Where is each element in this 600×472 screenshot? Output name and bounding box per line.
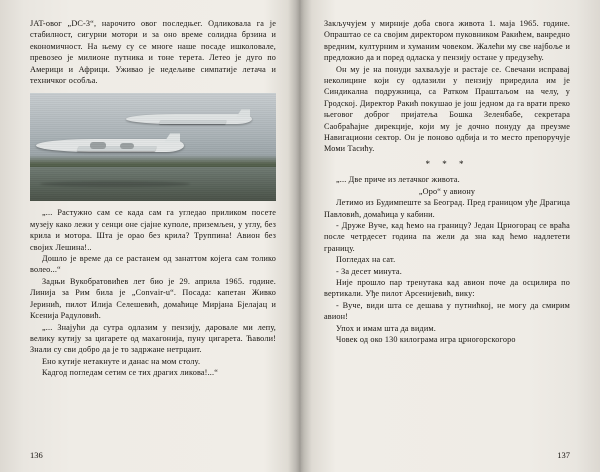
story-title: „Оро“ у авиону bbox=[418, 186, 476, 196]
aircraft-engine bbox=[90, 142, 106, 149]
paragraph: Погледах на сат. bbox=[336, 255, 396, 265]
paragraph: Кадгод погледам сетим се тих драгих ликова!...“ bbox=[42, 368, 219, 378]
section-divider: * * * bbox=[425, 158, 469, 169]
aircraft-tailfin bbox=[236, 109, 250, 117]
paragraph: Није прошло пар тренутака кад авион поче да осцилира по вертикали. Уђе пилот Арсенијевић, вику: bbox=[324, 277, 570, 299]
paragraph: Закључујем у мирније доба свога живота 1. маја 1965. године. Опраштао се са својим директором пуковником Ракићем, ванредно вредним, културним и хуманим човеком. Жалећи му све најбоље и предложио да и поред одласка у пензију остане у предузећу. bbox=[324, 19, 570, 63]
aircraft-tailfin bbox=[164, 133, 180, 142]
paragraph: „... Знајући да сутра одлазим у пензију, даровале ми лепу, велику кутију за цигарете од махагонија, пуну цигарета. Ћаволи! Знали су сви добро да је то задржане нетрцаит. bbox=[30, 322, 276, 355]
paragraph: JAT-овог „DC-3“, нарочито овог последњег. Одликовала га је стабилност, сигурни мотори и за оно време солидна брзина и економичност. На њему су се многе наше посаде ишколовале, превозео је милионе путника и тоне терета. Летео је дуго по Америци и Африци. Уживао је недељиве симпатије летача и техничког особља. bbox=[30, 19, 276, 86]
paragraph: „... Растужно сам се када сам га угледао приликом посете музеју како лежи у сенци оне сјајне куполе, приземљен, у углу, без крила и мотора. Шта је орао без крила? Труппина! Авион без својих Лешина!.. bbox=[30, 208, 276, 252]
paragraph: Дошло је време да се растанем од занаттом којега сам толико волео...“ bbox=[30, 254, 276, 275]
aircraft-wing bbox=[77, 146, 157, 151]
paragraph: Летимо из Будимпеште за Београд. Пред границом уђе Драгица Павловић, домаћица у кабини. bbox=[324, 198, 570, 219]
paragraph: - За десет минута. bbox=[336, 266, 402, 276]
page-number-left: 136 bbox=[30, 450, 43, 460]
left-page-text-column bbox=[30, 18, 276, 379]
right-page-text-column bbox=[324, 18, 570, 345]
paragraph: Он му је на понуди захваљује и растаје се. Свечани исправај неколицине који су одлазили у пензију приредила им је Синдикална подружница, са Ратком Праштаљом на челу, у Гродској. Директор Ракић покушао је још једном да га врати преко његовог доброг пријатеља Бошка Зеленбабе, секретара Саобраћајне дирекције, који му је дочно понуду да преузме Навигациони сектор. Он је поново одбија и то место препоручује Моми Тасићу. bbox=[324, 64, 570, 154]
paragraph: Човек од око 130 килограма игра црногорскогоро bbox=[336, 334, 516, 344]
paragraph: Ено кутије нетакнуте и данас на мом столу. bbox=[42, 356, 201, 366]
aircraft-wing bbox=[159, 120, 226, 124]
foreground-aircraft-icon bbox=[36, 133, 184, 153]
paragraph: Задњи Вукобратовићев лет био је 29. априла 1965. године. Линија за Рим била је „Convair-u“. Посада: капетан Живко Јеринић, пилот Илија Селешевић, домаћице Мирјана Бјелајац и Ксенија Радуловић. bbox=[30, 276, 276, 321]
paragraph: - Друже Вуче, кад ћемо на границу? Један Црногорац се враћа после четрдесет година па жели да зна кад ћемо надлетети границу. bbox=[324, 220, 570, 253]
right-page bbox=[300, 0, 600, 472]
page-number-right: 137 bbox=[557, 450, 570, 460]
story-intro: „... Две приче из летачког живота. bbox=[336, 175, 460, 185]
paragraph: Упох и имам шта да видим. bbox=[336, 323, 436, 333]
paragraph: - Вуче, види шта се дешава у путнићкој, не могу да смирим авион! bbox=[324, 300, 570, 322]
aircraft-engine bbox=[120, 143, 134, 149]
background-aircraft-icon bbox=[126, 109, 252, 127]
dc3-aircraft-photo bbox=[30, 93, 276, 201]
